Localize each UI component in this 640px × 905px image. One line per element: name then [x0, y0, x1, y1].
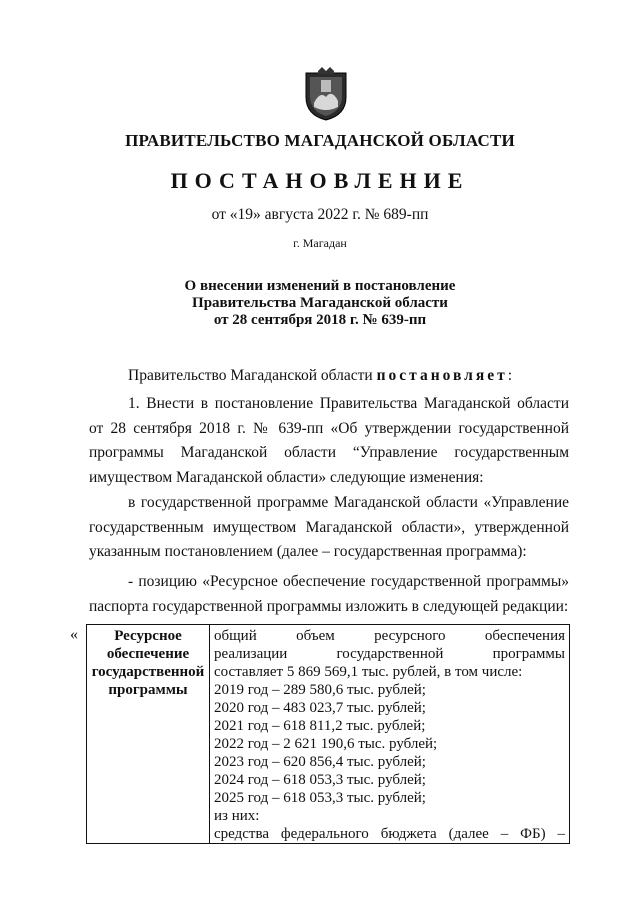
- of-them-label: из них:: [214, 808, 260, 824]
- document-type: ПОСТАНОВЛЕНИЕ: [170, 168, 470, 193]
- preamble-verb: постановляет: [376, 367, 508, 384]
- year-amount: 2023 год – 620 856,4 тыс. рублей;: [214, 754, 426, 770]
- open-quote: «: [70, 626, 78, 643]
- resource-intro-line: составляет 5 869 569,1 тыс. рублей, в том числе:: [214, 664, 523, 680]
- subject-line: О внесении изменений в постановление: [184, 278, 456, 294]
- table-row: [87, 625, 570, 844]
- preamble-prefix: Правительство Магаданской области: [128, 367, 373, 384]
- resource-intro-line: общий объем ресурсного обеспечения: [214, 628, 565, 644]
- year-amount: 2024 год – 618 053,3 тыс. рублей;: [214, 772, 426, 788]
- subject-line: от 28 сентября 2018 г. № 639-пп: [213, 312, 427, 328]
- resource-content-cell: [210, 625, 570, 844]
- year-amount: 2022 год – 2 621 190,6 тыс. рублей;: [214, 736, 438, 752]
- year-amount: 2019 год – 289 580,6 тыс. рублей;: [214, 682, 426, 698]
- resource-table: [86, 624, 570, 844]
- item-1-dash-paragraph: - позицию «Ресурсное обеспечение государственной программы» паспорта государственной программы изложить в следующей редакции:: [89, 573, 569, 615]
- year-amount: 2020 год – 483 023,7 тыс. рублей;: [214, 700, 426, 716]
- government-title: ПРАВИТЕЛЬСТВО МАГАДАНСКОЙ ОБЛАСТИ: [125, 131, 515, 150]
- resource-label-cell: Ресурсное обеспечение государственной программы: [87, 625, 210, 844]
- preamble-suffix: :: [507, 367, 513, 384]
- item-1-paragraph: 1. Внести в постановление Правительства Магаданской области от 28 сентября 2018 г. № 639-пп «Об утверждении государственной программы Магаданской области “Управление государственным имуществом Магаданской области» следующие изменения:: [89, 395, 569, 486]
- coat-of-arms-icon: [304, 67, 348, 121]
- year-amount: 2021 год – 618 811,2 тыс. рублей;: [214, 718, 426, 734]
- resource-intro-line: реализации государственной программы: [214, 646, 565, 662]
- year-amount: 2025 год – 618 053,3 тыс. рублей;: [214, 790, 426, 806]
- preamble: [89, 364, 569, 389]
- document-city: г. Магадан: [293, 236, 347, 250]
- federal-budget-line: средства федерального бюджета (далее – ФБ) –: [214, 826, 565, 842]
- document-subject: [0, 278, 640, 329]
- subject-line: Правительства Магаданской области: [192, 295, 448, 311]
- item-1-subparagraph: в государственной программе Магаданской области «Управление государственным имуществом Магаданской области», утвержденной указанным постановлением (далее – государственная программа):: [89, 494, 569, 560]
- document-date-number: от «19» августа 2022 г. № 689-пп: [211, 206, 429, 223]
